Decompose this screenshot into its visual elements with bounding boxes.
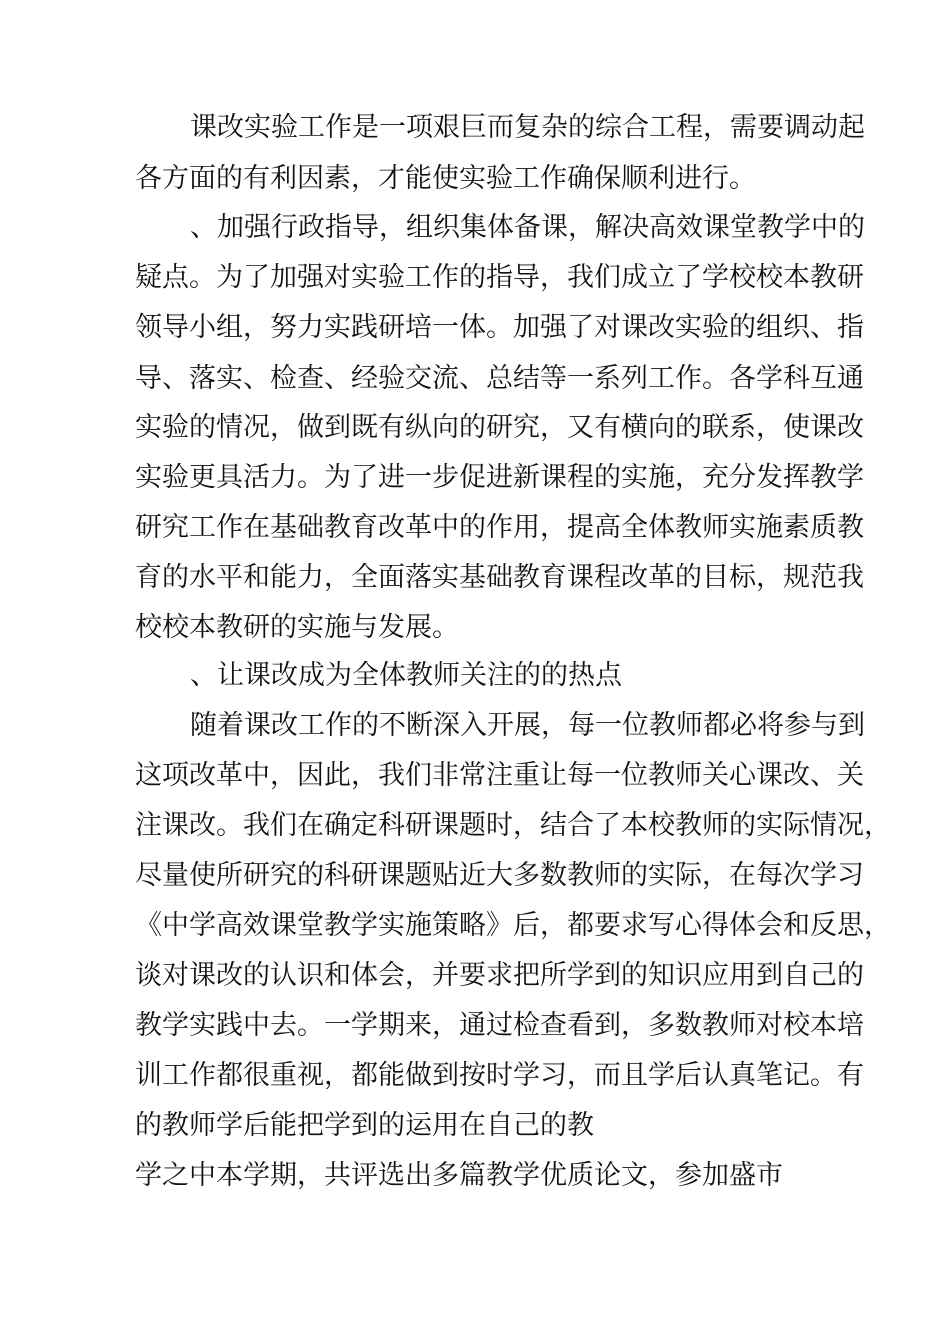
paragraph-line: 、加强行政指导，组织集体备课，解决高效课堂教学中的 <box>190 212 865 243</box>
paragraph-line: 实验的情况，做到既有纵向的研究，又有横向的联系，使课改 <box>135 412 864 443</box>
paragraph-line: 学之中本学期，共评选出多篇教学优质论文，参加盛市 <box>135 1160 783 1191</box>
paragraph-line: 随着课改工作的不断深入开展，每一位教师都必将参与到 <box>190 710 865 741</box>
paragraph-line: 校校本教研的实施与发展。 <box>135 612 459 643</box>
paragraph-line: 课改实验工作是一项艰巨而复杂的综合工程，需要调动起 <box>190 112 865 143</box>
paragraph-line: 这项改革中，因此，我们非常注重让每一位教师关心课改、关 <box>135 760 864 791</box>
paragraph-line: 研究工作在基础教育改革中的作用，提高全体教师实施素质教 <box>135 512 864 543</box>
paragraph-line: 训工作都很重视，都能做到按时学习，而且学后认真笔记。有 <box>135 1060 864 1091</box>
section-heading: 、让课改成为全体教师关注的的热点 <box>190 660 622 691</box>
paragraph-line: 注课改。我们在确定科研课题时，结合了本校教师的实际情况， <box>135 810 891 841</box>
paragraph-line: 各方面的有利因素，才能使实验工作确保顺利进行。 <box>135 163 756 194</box>
paragraph-line: 的教师学后能把学到的运用在自己的教 <box>135 1110 594 1141</box>
paragraph-line: 领导小组，努力实践研培一体。加强了对课改实验的组织、指 <box>135 312 864 343</box>
paragraph-line: 谈对课改的认识和体会，并要求把所学到的知识应用到自己的 <box>135 960 864 991</box>
paragraph-line: 教学实践中去。一学期来，通过检查看到，多数教师对校本培 <box>135 1010 864 1041</box>
paragraph-line: 导、落实、检查、经验交流、总结等一系列工作。各学科互通 <box>135 363 864 394</box>
paragraph-line: 疑点。为了加强对实验工作的指导，我们成立了学校校本教研 <box>135 262 864 293</box>
paragraph-line: 育的水平和能力，全面落实基础教育课程改革的目标，规范我 <box>135 562 864 593</box>
paragraph-line: 实验更具活力。为了进一步促进新课程的实施，充分发挥教学 <box>135 462 864 493</box>
paragraph-line: 尽量使所研究的科研课题贴近大多数教师的实际，在每次学习 <box>135 860 864 891</box>
paragraph-line: 《中学高效课堂教学实施策略》后，都要求写心得体会和反思， <box>135 910 891 941</box>
